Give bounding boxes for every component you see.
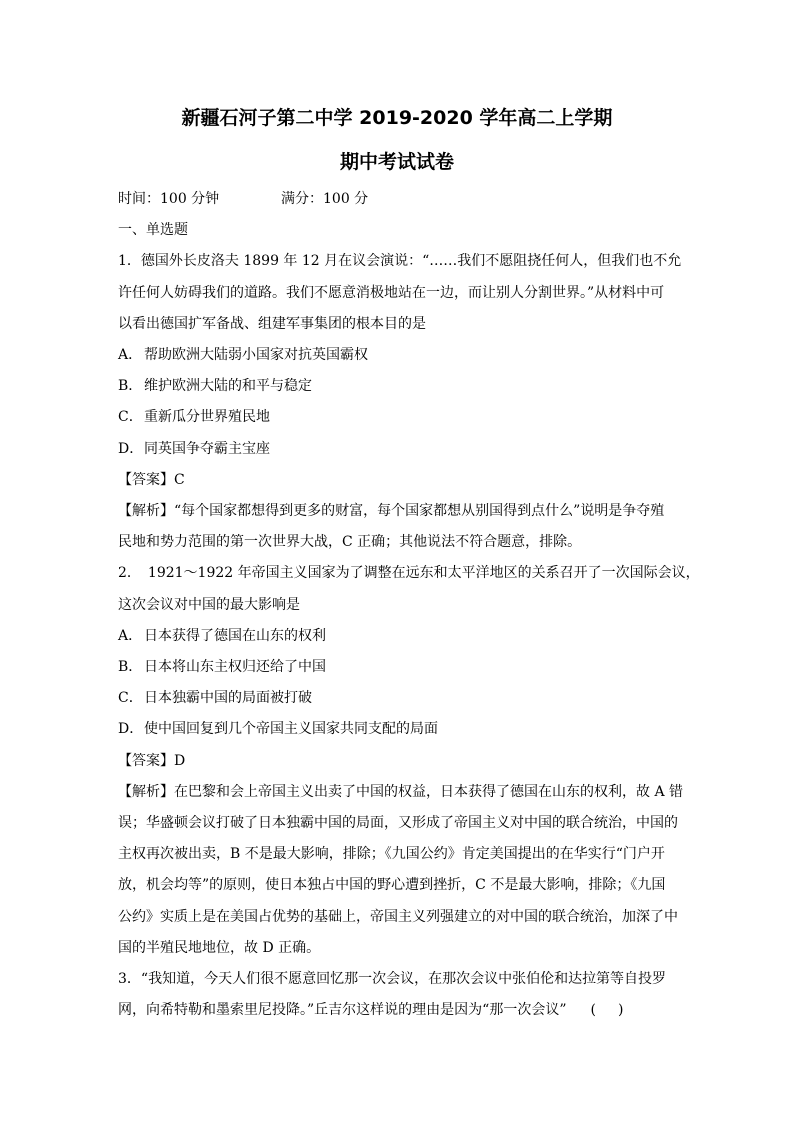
- question-1: [118, 246, 682, 558]
- question-2-analysis-line: 公约》实质上是在美国占优势的基础上，帝国主义列强建立的对中国的联合统治，加深了中: [118, 908, 678, 925]
- question-2-stem-line: 2． 1921～1922 年帝国主义国家为了调整在远东和太平洋地区的关系召开了一次国际会议，: [118, 565, 700, 582]
- question-3-stem-line: 3．“我知道，今天人们很不愿意回忆那一次会议，在那次会议中张伯伦和达拉第等自投罗: [118, 971, 667, 988]
- question-1-stem-line: 1．德国外长皮洛夫 1899 年 12 月在议会演说：“……我们不愿阻挠任何人，但我们也不允: [118, 253, 682, 270]
- question-2-analysis-line: 【解析】在巴黎和会上帝国主义出卖了中国的权益，日本获得了德国在山东的权利，故 A 错: [118, 783, 684, 800]
- question-1-stem-line: 以看出德国扩军备战、组建军事集团的根本目的是: [118, 315, 426, 332]
- exam-info: [118, 184, 678, 215]
- question-1-analysis-line: 【解析】“每个国家都想得到更多的财富，每个国家都想从别国得到点什么”说明是争夺殖: [118, 503, 665, 520]
- question-2-option-a: A． 日本获得了德国在山东的权利: [118, 627, 326, 644]
- question-1-option-a: A． 帮助欧洲大陆弱小国家对抗英国霸权: [118, 347, 368, 364]
- full-score: 满分：100 分: [281, 191, 369, 207]
- exam-title: 新疆石河子第二中学 2019-2020 学年高二上学期: [181, 107, 613, 129]
- question-2-analysis-line: 误；华盛顿会议打破了日本独霸中国的局面，又形成了帝国主义对中国的联合统治，中国的: [118, 815, 678, 832]
- question-2-answer: 【答案】D: [118, 752, 186, 769]
- section-heading: 一、单选题: [118, 222, 188, 239]
- answer-blank-parentheses: (): [590, 1002, 646, 1019]
- question-2-stem-line: 这次会议对中国的最大影响是: [118, 596, 300, 613]
- question-1-option-b: B． 维护欧洲大陆的和平与稳定: [118, 378, 312, 395]
- question-2-analysis-line: 主权再次被出卖，B 不是最大影响，排除；《九国公约》肯定美国提出的在华实行“门户开: [118, 846, 665, 863]
- exam-body: [118, 184, 700, 1026]
- question-2-analysis-line: 放，机会均等”的原则，使日本独占中国的野心遭到挫折，C 不是最大影响，排除；《九国: [118, 877, 666, 894]
- exam-subtitle: 期中考试试卷: [339, 151, 454, 173]
- question-1-stem-line: 许任何人妨碍我们的道路。我们不愿意消极地站在一边，而让别人分割世界。”从材料中可: [118, 284, 665, 301]
- question-2-option-c: C．日本独霸中国的局面被打破: [118, 690, 312, 707]
- question-3-stem-line: 网，向希特勒和墨索里尼投降。”丘吉尔这样说的理由是因为“那一次会议” (): [118, 995, 678, 1026]
- question-1-answer: 【答案】C: [118, 471, 185, 488]
- question-3: [118, 964, 678, 1026]
- question-1-option-d: D．同英国争夺霸主宝座: [118, 440, 270, 457]
- question-1-analysis-line: 民地和势力范围的第一次世界大战，C 正确；其他说法不符合题意，排除。: [118, 534, 582, 551]
- question-2-option-d: D．使中国回复到几个帝国主义国家共同支配的局面: [118, 721, 438, 738]
- question-2: [118, 558, 700, 964]
- question-1-option-c: C．重新瓜分世界殖民地: [118, 409, 270, 426]
- question-2-analysis-line: 国的半殖民地地位，故 D 正确。: [118, 939, 321, 956]
- time-limit: 时间：100 分钟: [118, 191, 220, 207]
- question-2-option-b: B． 日本将山东主权归还给了中国: [118, 659, 326, 676]
